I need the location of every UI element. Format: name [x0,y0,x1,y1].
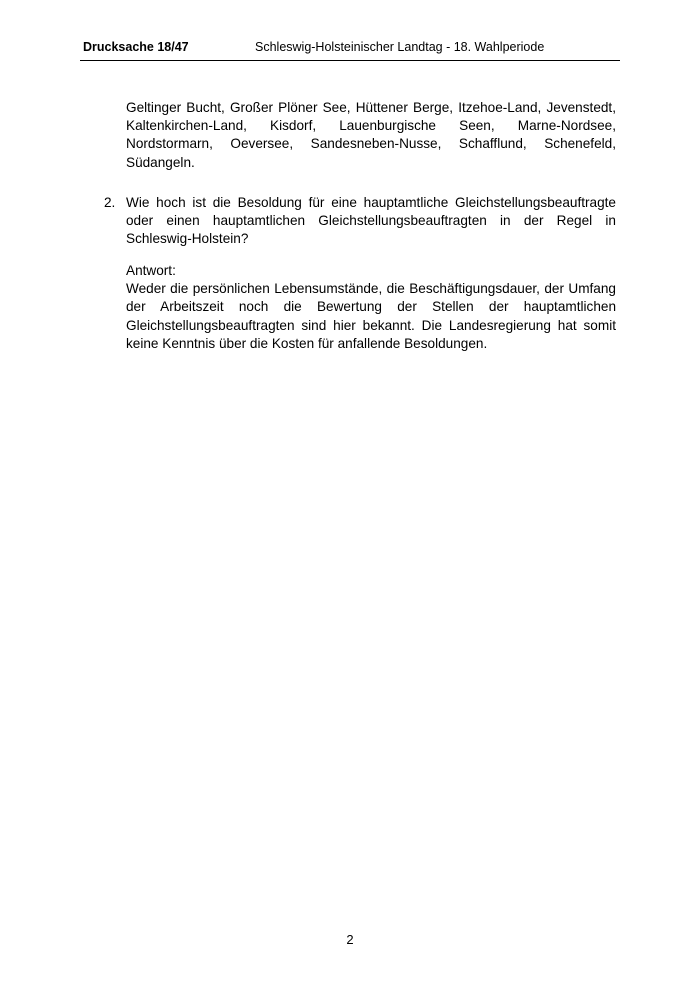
answer-text: Weder die persönlichen Lebensumstände, die Beschäftigungsdauer, der Umfang der Arbeitszeit noch die Bewertung der Stellen der hauptamtlichen Gleichstellungsbeauftragten sind hier bekannt. Die Landesregierung hat somit keine Kenntnis über die Kosten für anfallende Besoldungen. [126,281,616,351]
question-text: Wie hoch ist die Besoldung für eine hauptamtliche Gleichstellungsbeauftragte oder einen hauptamtlichen Gleichstellungsbeauftragten in der Regel in Schleswig-Holstein? [126,195,616,247]
document-number: Drucksache 18/47 [83,40,189,54]
page-number: 2 [346,932,354,947]
question-number: 2. [104,195,116,210]
header-divider [80,60,620,61]
municipality-list-continuation: Geltinger Bucht, Großer Plöner See, Hüttener Berge, Itzehoe-Land, Jevenstedt, Kaltenkirchen-Land, Kisdorf, Lauenburgische Seen, Marne-Nordsee, Nordstormarn, Oeversee, Sandesneben-Nusse, Schafflund, Schenefeld, Südangeln. [126,100,616,170]
answer-label: Antwort: [126,263,176,278]
parliament-title: Schleswig-Holsteinischer Landtag - 18. Wahlperiode [255,40,545,54]
answer-block [126,262,616,353]
page-header [80,40,620,60]
